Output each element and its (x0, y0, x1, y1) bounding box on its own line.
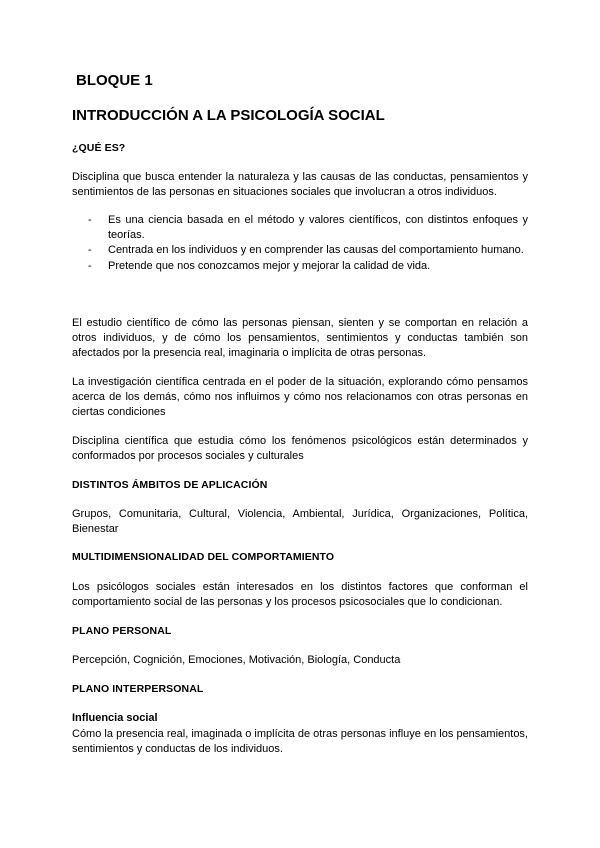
bloque-heading: BLOQUE 1 (76, 72, 153, 89)
bullet-item (88, 243, 528, 258)
definition-paragraph-2: La investigación científica centrada en el poder de la situación, explorando cómo pensamos acerca de los demás, cómo nos influimos y cómo nos relacionamos con otras personas en ciertas condiciones (72, 376, 528, 418)
plano-personal-text: Percepción, Cognición, Emociones, Motivación, Biología, Conducta (72, 654, 401, 666)
bullet-text: Centrada en los individuos y en comprender las causas del comportamiento humano. (108, 244, 524, 256)
plano-interpersonal-heading: PLANO INTERPERSONAL (72, 683, 204, 695)
bullet-text: Pretende que nos conozcamos mejor y mejorar la calidad de vida. (108, 259, 431, 272)
definition-paragraph-3: Disciplina científica que estudia cómo los fenómenos psicológicos están determinados y conformados por procesos sociales y culturales (72, 435, 528, 462)
definition-paragraph-1: El estudio científico de cómo las personas piensan, sienten y se comportan en relación a otros individuos, y de cómo los pensamientos, sentimientos y conductas también son afectados por la presencia real, imaginaria o implícita de otras personas. (72, 317, 528, 359)
bullet-dash: - (88, 259, 92, 272)
bullet-item (88, 259, 528, 274)
ambitos-text: Grupos, Comunitaria, Cultural, Violencia, Ambiental, Jurídica, Organizaciones, Política, Bienestar (72, 508, 528, 535)
que-es-intro: Disciplina que busca entender la naturaleza y las causas de las conductas, pensamientos y sentimientos de las personas en situaciones sociales que involucran a otros individuos. (72, 171, 528, 198)
que-es-bullet-list (88, 213, 528, 274)
multidimensionalidad-heading: MULTIDIMENSIONALIDAD DEL COMPORTAMIENTO (72, 551, 335, 563)
bullet-dash: - (88, 244, 92, 256)
plano-personal-heading: PLANO PERSONAL (72, 625, 172, 637)
bullet-text: Es una ciencia basada en el método y valores científicos, con distintos enfoques y teorías. (108, 214, 528, 241)
bullet-dash: - (88, 214, 92, 226)
influencia-social-heading: Influencia social (72, 712, 158, 724)
que-es-heading: ¿QUÉ ES? (72, 142, 126, 154)
bullet-item (88, 213, 528, 242)
multidimensionalidad-text: Los psicólogos sociales están interesados en los distintos factores que conforman el comportamiento social de las personas y los procesos psicosociales que lo condicionan. (72, 581, 528, 608)
influencia-social-text: Cómo la presencia real, imaginada o implícita de otras personas influye en los pensamientos, sentimientos y conductas de los individuos. (72, 728, 528, 755)
document-title: INTRODUCCIÓN A LA PSICOLOGÍA SOCIAL (72, 107, 385, 124)
ambitos-heading: DISTINTOS ÁMBITOS DE APLICACIÓN (72, 479, 268, 491)
